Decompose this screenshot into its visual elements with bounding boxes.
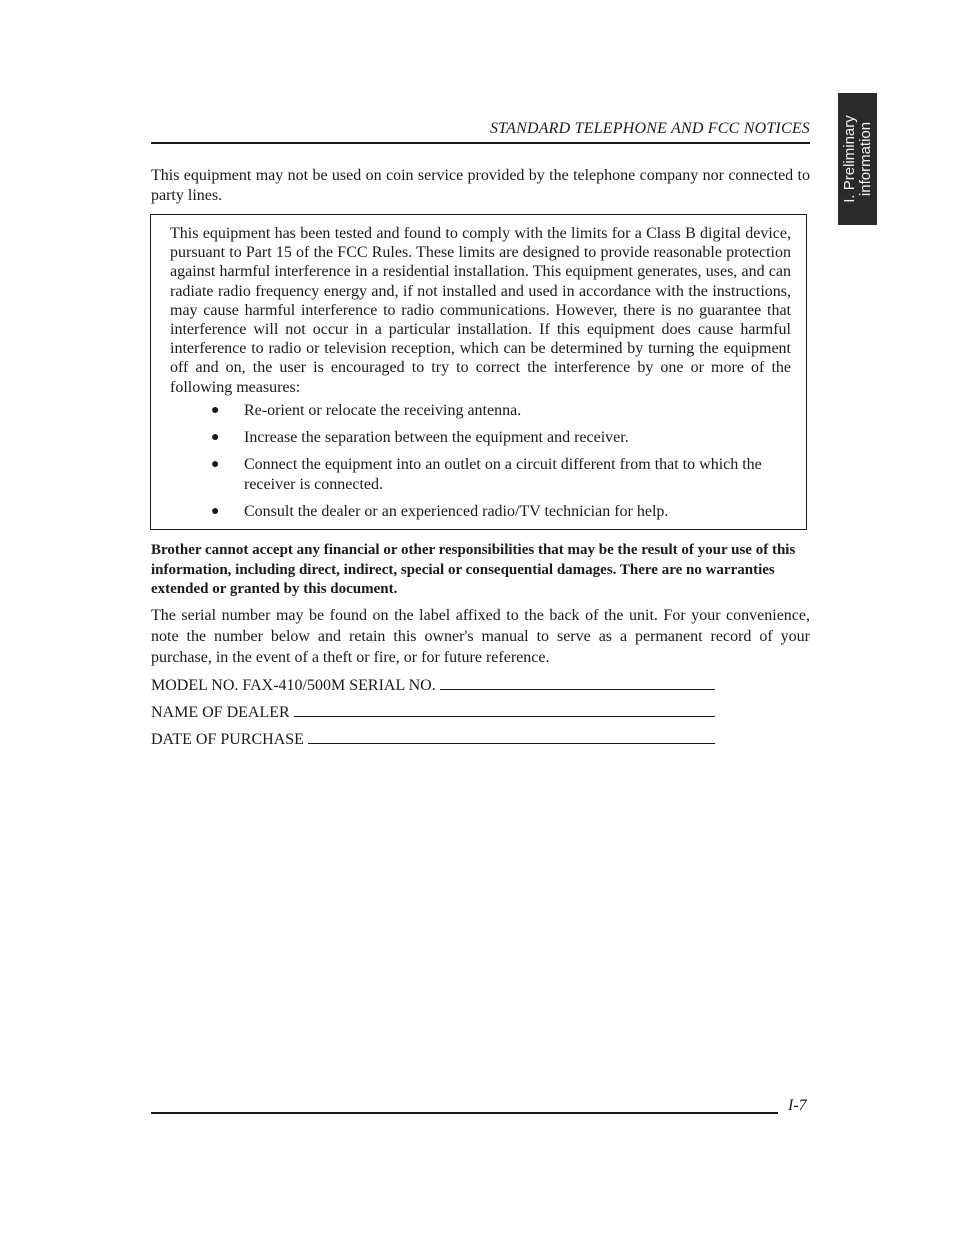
- purchase-date-blank: [308, 743, 715, 744]
- section-tab-line2: information: [856, 121, 874, 197]
- bullet-icon: ●: [211, 457, 220, 472]
- list-item: ● Consult the dealer or an experienced radio/TV technician for help.: [211, 503, 669, 520]
- fcc-notice-paragraph: This equipment has been tested and found to comply with the limits for a Class B digital device, pursuant to Part 15 of the FCC Rules. These limits are designed to provide reasonable protection against harmful interference in a residential installation. This equipment generates, uses, and can radiate radio frequency energy and, if not installed and used in accordance with the instructions, may cause harmful interference to radio communications. However, there is no guarantee that interference will not occur in a particular installation. If this equipment does cause harmful interference to radio or television reception, which can be determined by turning the equipment off and on, the user is encouraged to try to correct the interference by one or more of the following measures:: [170, 225, 791, 396]
- list-item: ● Increase the separation between the equipment and receiver.: [211, 429, 629, 446]
- bullet-icon: ●: [211, 403, 220, 418]
- purchase-date-field: [151, 727, 715, 749]
- section-tab-label: [842, 93, 874, 225]
- footer-rule: [151, 1112, 778, 1114]
- liability-disclaimer: Brother cannot accept any financial or other responsibilities that may be the result of your use of this information, including direct, indirect, special or consequential damages. There are no warranties extended or granted by this document.: [151, 542, 796, 597]
- bullet-icon: ●: [211, 430, 220, 445]
- header-rule: [151, 142, 810, 144]
- bullet-icon: ●: [211, 504, 220, 519]
- fcc-notice-box: [150, 214, 807, 530]
- list-item: ● Connect the equipment into an outlet on a circuit different from that to which the receiver is connected.: [211, 456, 762, 493]
- fcc-measures-list: [151, 401, 808, 529]
- list-item: ● Re-orient or relocate the receiving antenna.: [211, 402, 522, 419]
- model-serial-label: MODEL NO. FAX-410/500M SERIAL NO.: [151, 677, 436, 694]
- dealer-label: NAME OF DEALER: [151, 704, 290, 721]
- model-serial-field: [151, 673, 715, 695]
- dealer-blank: [294, 716, 715, 717]
- model-serial-blank: [440, 689, 715, 690]
- running-header: STANDARD TELEPHONE AND FCC NOTICES: [489, 120, 810, 137]
- purchase-date-label: DATE OF PURCHASE: [151, 731, 304, 748]
- coin-service-notice: This equipment may not be used on coin service provided by the telephone company nor connected to party lines.: [151, 167, 810, 204]
- dealer-field: [151, 700, 715, 722]
- serial-number-note: The serial number may be found on the label affixed to the back of the unit. For your convenience, note the number below and retain this owner's manual to serve as a permanent record of your purchase, in the event of a theft or fire, or for future reference.: [151, 607, 810, 666]
- section-tab: [838, 93, 877, 225]
- page-number: I-7: [788, 1097, 807, 1114]
- section-tab-line1: I. Preliminary: [840, 115, 858, 203]
